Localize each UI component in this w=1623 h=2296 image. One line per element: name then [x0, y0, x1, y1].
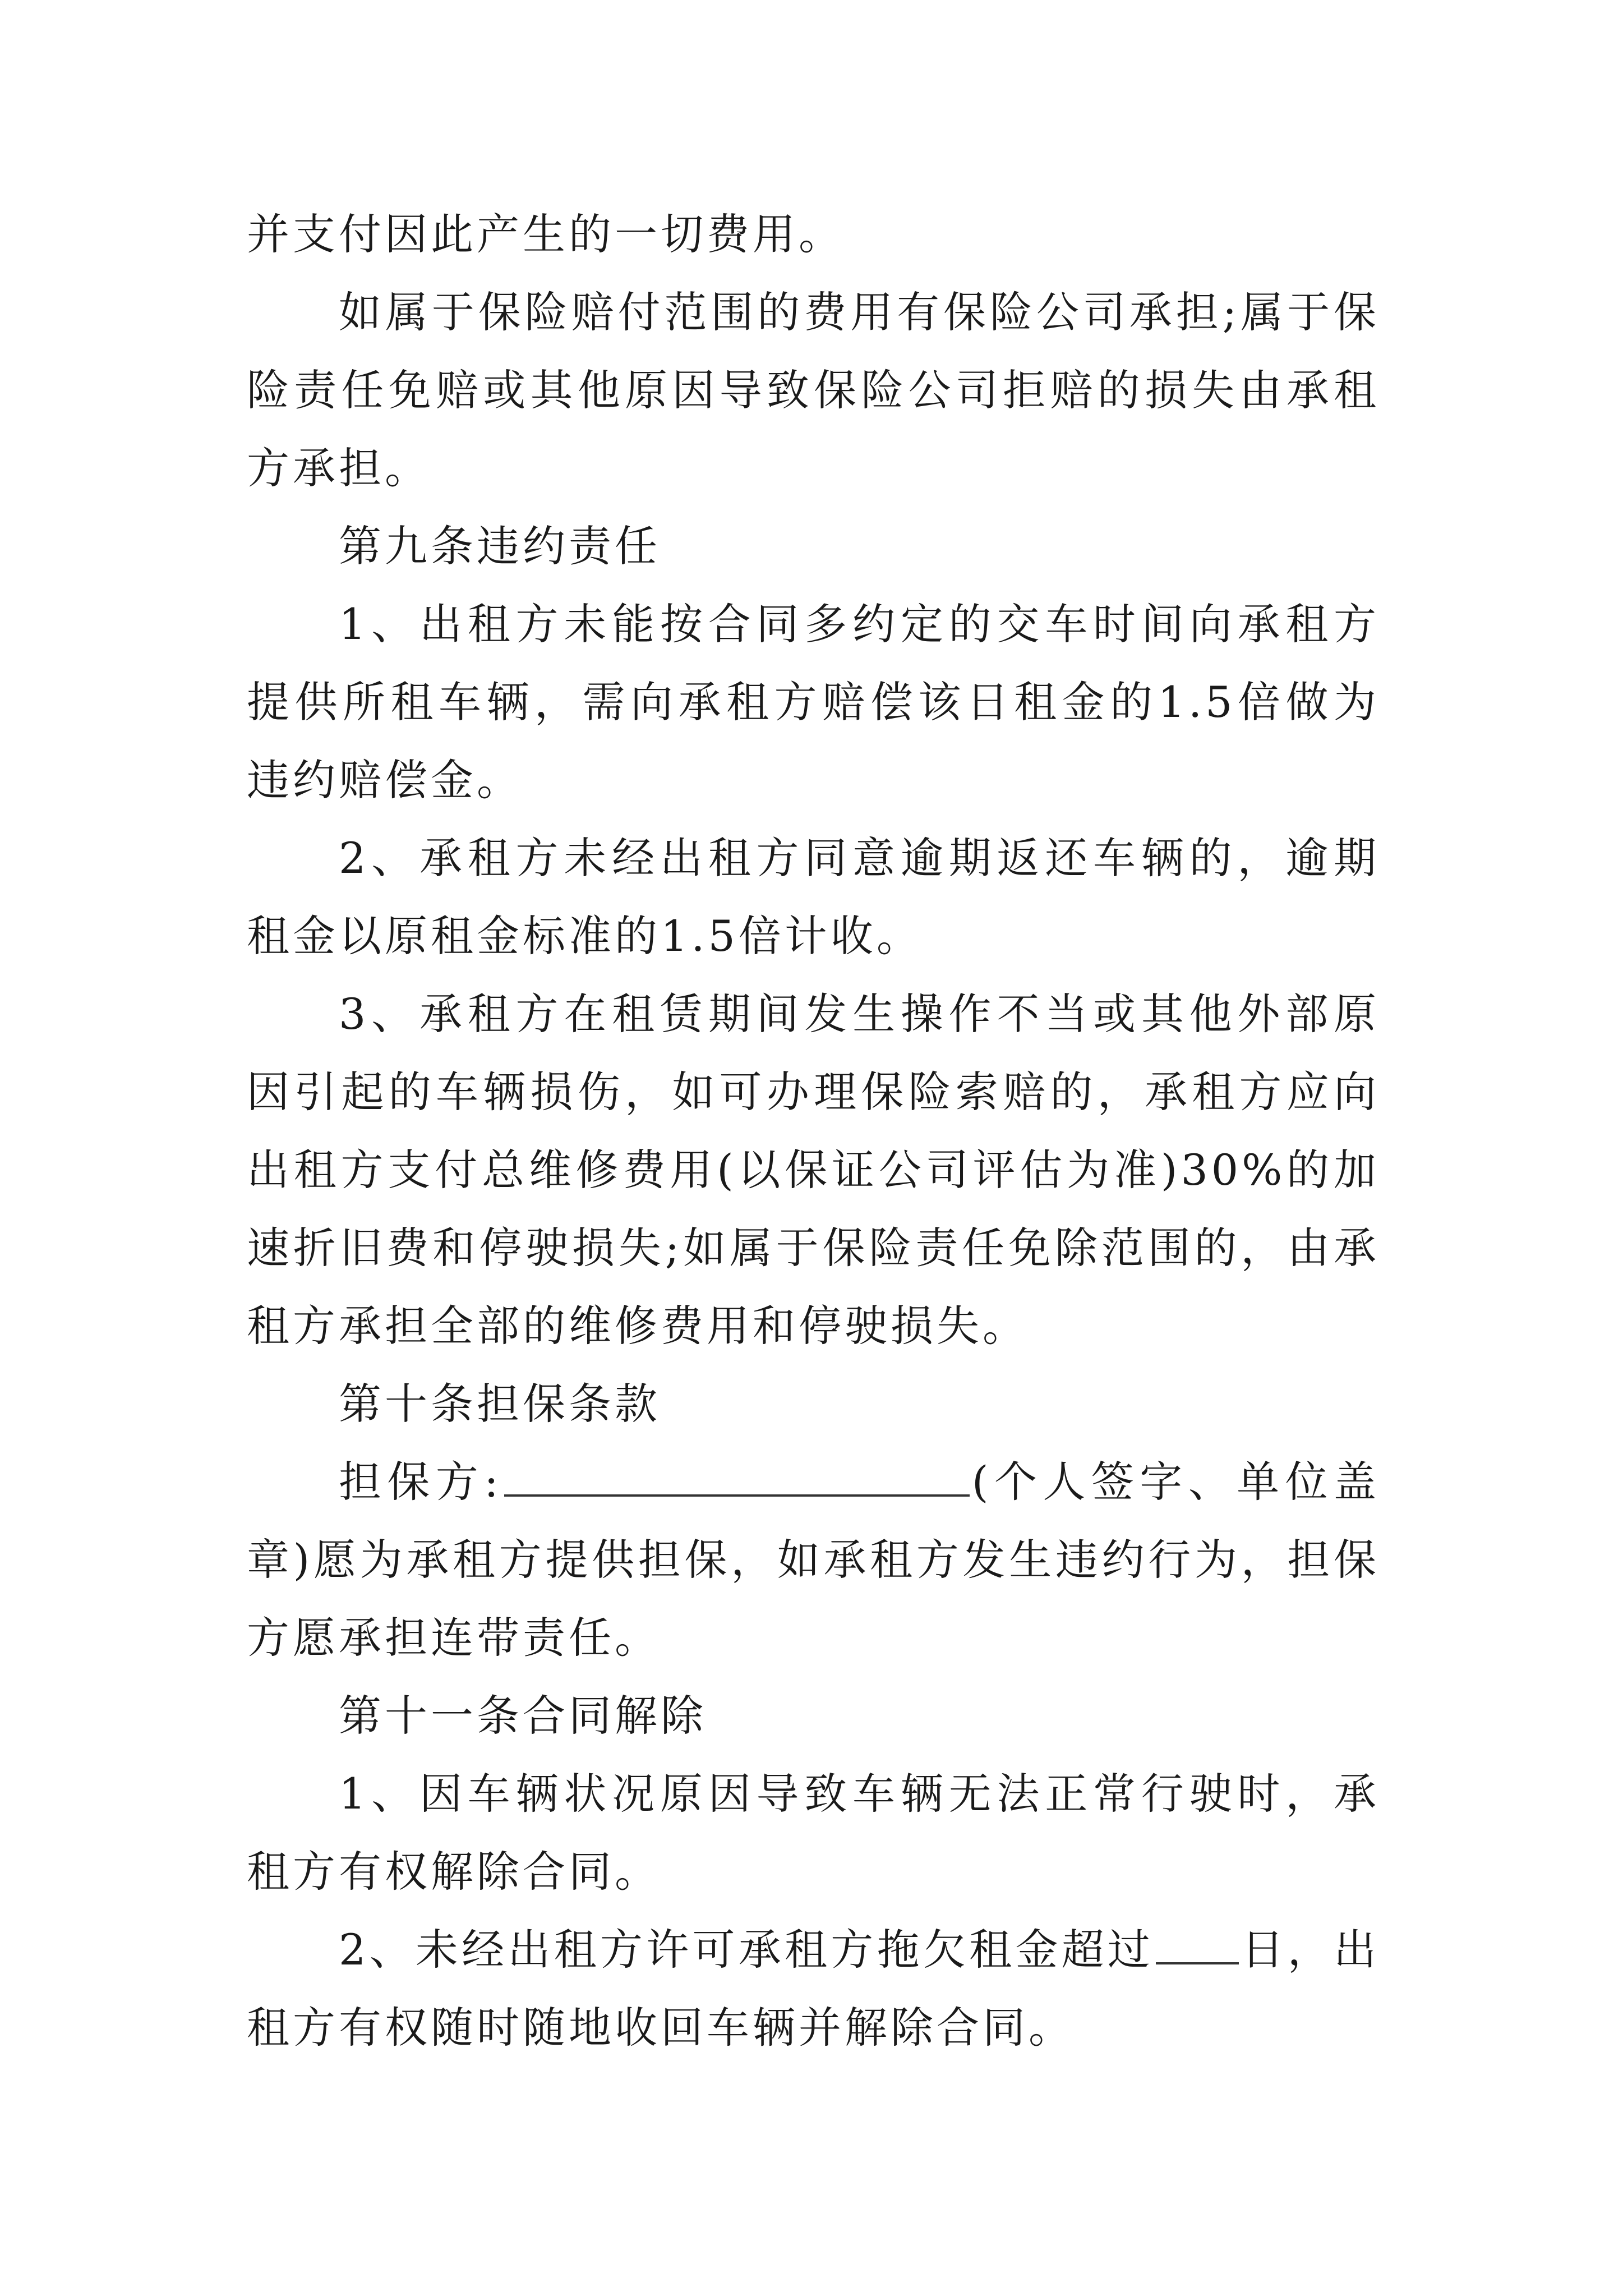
document-body — [247, 195, 1380, 2067]
guarantor-signature-blank[interactable] — [504, 1460, 970, 1497]
overdue-days-blank[interactable] — [1156, 1927, 1239, 1964]
paragraph-11-2 — [247, 1911, 1380, 2067]
paragraph-11-2-before: 2、未经出租方许可承租方拖欠租金超过 — [339, 1925, 1154, 1975]
guarantor-label: 担保方: — [339, 1457, 502, 1507]
paragraph-9-2: 2、承租方未经出租方同意逾期返还车辆的，逾期租金以原租金标准的1.5倍计收。 — [247, 833, 1380, 961]
heading-article-10: 第十条担保条款 — [339, 1379, 661, 1429]
paragraph-continuation: 并支付因此产生的一切费用。 — [247, 209, 845, 259]
guarantor-clause: (个人签字、单位盖章)愿为承租方提供担保，如承租方发生违约行为，担保方愿承担连带责任。 — [247, 1457, 1380, 1663]
paragraph-11-1: 1、因车辆状况原因导致车辆无法正常行驶时，承租方有权解除合同。 — [247, 1769, 1380, 1897]
paragraph-9-3: 3、承租方在租赁期间发生操作不当或其他外部原因引起的车辆损伤，如可办理保险索赔的，承租方应向出租方支付总维修费用(以保证公司评估为准)30%的加速折旧费和停驶损失;如属于保险责任免除范围的，由承租方承担全部的维修费用和停驶损失。 — [247, 989, 1380, 1351]
paragraph-9-1: 1、出租方未能按合同多约定的交车时间向承租方提供所租车辆，需向承租方赔偿该日租金的1.5倍做为违约赔偿金。 — [247, 599, 1380, 805]
paragraph-insurance: 如属于保险赔付范围的费用有保险公司承担;属于保险责任免赔或其他原因导致保险公司拒赔的损失由承租方承担。 — [247, 287, 1380, 493]
heading-article-11: 第十一条合同解除 — [339, 1691, 707, 1741]
paragraph-11-2-after: 日，出租方有权随时随地收回车辆并解除合同。 — [247, 1925, 1380, 2053]
paragraph-guarantor — [247, 1443, 1380, 1677]
heading-article-9: 第九条违约责任 — [339, 521, 661, 571]
